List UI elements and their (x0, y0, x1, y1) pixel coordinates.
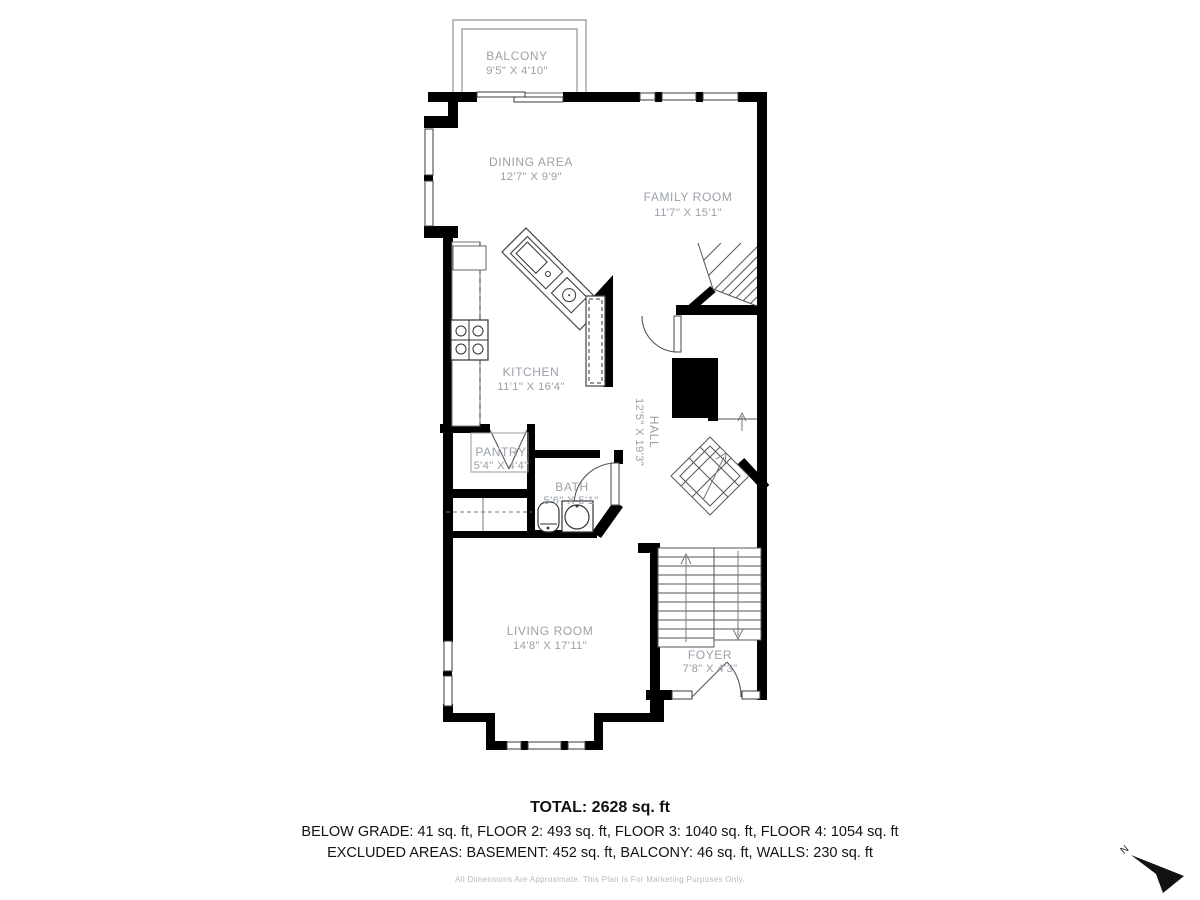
north-label: N (1118, 843, 1132, 857)
stairs-main (658, 548, 761, 647)
room-label-pantry: PANTRY (475, 445, 527, 459)
room-label-living-room: LIVING ROOM (506, 624, 594, 638)
floor-areas: BELOW GRADE: 41 sq. ft, FLOOR 2: 493 sq. ft, FLOOR 3: 1040 sq. ft, FLOOR 4: 1054 sq. ft (301, 824, 899, 840)
room-label-dining-area: DINING AREA (489, 155, 573, 169)
room-dims-kitchen: 11'1" X 16'4" (497, 381, 565, 393)
room-label-hall: HALL (647, 415, 661, 449)
area-summary (0, 799, 1200, 864)
room-dims-family-room: 11'7" X 15'1" (654, 207, 722, 219)
kitchen-fixtures (451, 228, 605, 426)
room-label-family-room: FAMILY ROOM (643, 190, 733, 204)
room-label-balcony: BALCONY (486, 49, 548, 63)
disclaimer: All Dimensions Are Approximate. This Plan Is For Marketing Purposes Only. (455, 875, 745, 884)
excluded-areas: EXCLUDED AREAS: BASEMENT: 452 sq. ft, BALCONY: 46 sq. ft, WALLS: 230 sq. ft (327, 845, 873, 861)
room-dims-pantry: 5'4" X 4'4" (473, 460, 529, 472)
room-dims-balcony: 9'5" X 4'10" (486, 65, 548, 77)
room-dims-hall: 12'5" X 19'3" (633, 397, 645, 467)
room-dims-living-room: 14'8" X 17'11" (512, 640, 588, 652)
total-area: TOTAL: 2628 sq. ft (530, 799, 670, 816)
room-dims-dining-area: 12'7" X 9'9" (500, 171, 562, 183)
room-label-foyer: FOYER (687, 648, 733, 662)
room-dims-bath: 5'6" X 5'1" (543, 495, 599, 507)
room-label-kitchen: KITCHEN (502, 365, 560, 379)
room-dims-foyer: 7'8" X 4'3" (682, 663, 738, 675)
room-label-bath: BATH (555, 480, 589, 494)
